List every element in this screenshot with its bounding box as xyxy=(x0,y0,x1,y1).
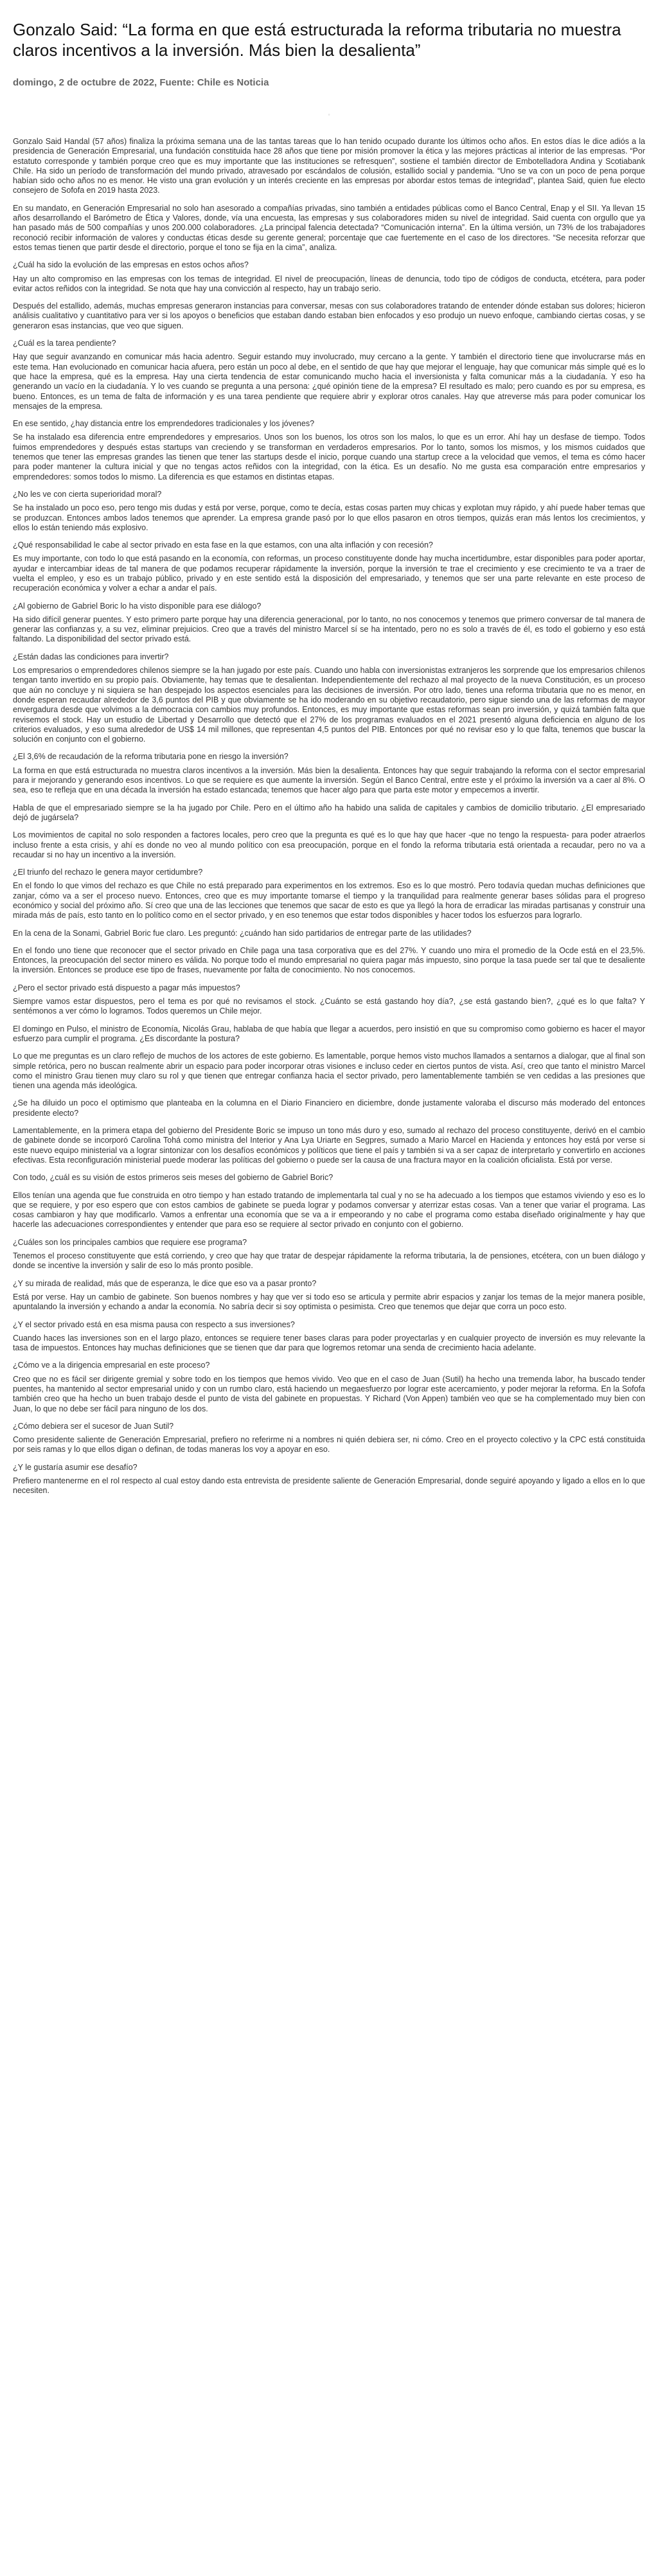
interview-question: ¿Y su mirada de realidad, más que de esperanza, le dice que eso va a pasar pronto? xyxy=(13,1278,317,1288)
interview-question: ¿No les ve con cierta superioridad moral? xyxy=(13,489,162,499)
interview-question: ¿Qué responsabilidad le cabe al sector privado en esta fase en la que estamos, con una alta inflación y con recesión? xyxy=(13,541,433,550)
interview-question: En ese sentido, ¿hay distancia entre los emprendedores tradicionales y los jóvenes? xyxy=(13,419,315,429)
article-paragraph: Se ha instalado un poco eso, pero tengo mis dudas y está por verse, porque, como te decía, estas cosas parten muy chicas y explotan muy rápido, y ahí puede haber temas que se produzcan. Entonces ambos lados tenemos que aprender. La empresa grande pasó por lo que ellos pasaron en otros tiempos, quizás eran más lentos los crecimientos, y ellos lo están teniendo más explosivo. xyxy=(13,503,645,532)
article-paragraph: En su mandato, en Generación Empresarial no solo han asesorado a compañías privadas, sino también a entidades públicas como el Banco Central, Enap y el SII. Ya llevan 15 años desarrollando el Barómetro de Ética y Valores, donde, vía una encuesta, las empresas y sus colaboradores miden su nivel de integridad. Said cuenta con orgullo que ya han pasado más de 500 compañías y unos 200.000 colaboradores. ¿La principal falencia detectada? “Comunicación interna”. En la última versión, un 73% de los trabajadores reconoció recibir información de valores y conductas éticas desde su gerente general; porcentaje que cae fuertemente en el caso de los directores. “Se necesita reforzar que estos temas tienen que partir desde el directorio, porque el tono se fija en la cima”, analiza. xyxy=(13,203,645,252)
article-paragraph: Los empresarios o emprendedores chilenos siempre se la han jugado por este país. Cuando uno habla con inversionistas extranjeros les sorprende que los empresarios chilenos tengan tanto invertido en su propio país. Obviamente, hay temas que te desalientan. Independientemente del rechazo al mal proyecto de la nueva Constitución, es un proceso que aún no concluye y ni siquiera se han despejado los aspectos esenciales para las decisiones de inversión. Por otro lado, tienes una reforma tributaria que no es menor, en donde esperan recaudar alrededor de 3,6 puntos del PIB y que obviamente se ha ido moderando en su objetivo recaudatorio, pero sigue siendo una de las reformas de mayor envergadura desde que volvimos a la democracia con cambios muy profundos. Entonces, es muy importante que estas reformas sean pro inversión, y quizá también falta que revisemos el stock. Hay un estudio de Libertad y Desarrollo que detectó que el 27% de los programas evaluados en el 2021 presentó alguna deficiencia en alguno de los criterios evaluados, y eso suma alrededor de US$ 14 mil millones, que representan 4,5 puntos del PIB. Entonces por qué no revisar eso y lo que falta, tenemos que buscar la solución en conjunto con el gobierno. xyxy=(13,666,645,744)
article-paragraph: En el fondo uno tiene que reconocer que el sector privado en Chile paga una tasa corporativa que es del 27%. Y cuando uno mira el promedio de la Ocde está en el 23,5%. Entonces, la preocupación del sector minero es válida. No porque todo el mundo empresarial no quiera pagar más impuesto, sino porque la tasa puede ser tal que te desaliente la inversión. Entonces se produce ese tipo de frases, nuevamente por falta de conocimiento. No nos conocemos. xyxy=(13,945,645,975)
interview-question: ¿El triunfo del rechazo le genera mayor certidumbre? xyxy=(13,868,203,877)
interview-question: ¿El 3,6% de recaudación de la reforma tributaria pone en riesgo la inversión? xyxy=(13,752,289,762)
broken-image-icon: ▫ xyxy=(328,112,330,118)
article-title: Gonzalo Said: “La forma en que está estructurada la reforma tributaria no muestra claros incentivos a la inversión. Más bien la desalienta” xyxy=(13,20,621,60)
interview-question: ¿Cuáles son los principales cambios que requiere ese programa? xyxy=(13,1237,247,1247)
article-paragraph: Lamentablemente, en la primera etapa del gobierno del Presidente Boric se impuso un tono más duro y eso, sumado al rechazo del proceso constituyente, derivó en el cambio de gabinete donde se incorporó Carolina Tohá como ministra del Interior y Ana Lya Uriarte en Segpres, sumado a Mario Marcel en Hacienda y entonces hoy está por verse si este nuevo equipo ministerial va a lograr sintonizar con los desafíos económicos y políticos que tiene el país y también si va a ser capaz de interpretarlo y convertirlo en acciones efectivas. Esta reconfiguración ministerial puede moderar las políticas del gobierno o puede ser la causa de una fractura mayor en la coalición oficialista. Está por verse. xyxy=(13,1126,645,1165)
article-paragraph: Después del estallido, además, muchas empresas generaron instancias para conversar, mesas con sus colaboradores tratando de entender dónde estaban sus dolores; hicieron análisis cualitativo y cuantitativo para ver si los apoyos o beneficios que estaban dando estaban bien enfocados y eso produjo un nuevo enfoque, cambiando ciertas cosas, y se generaron esas instancias, que veo que siguen. xyxy=(13,301,645,330)
article-paragraph: Lo que me preguntas es un claro reflejo de muchos de los actores de este gobierno. Es lamentable, porque hemos visto muchos llamados a sentarnos a dialogar, que al final son simple retórica, pero no buscan realmente abrir un espacio para poder incorporar otras visiones e incluso ceder en ciertos puntos de vista. Así, creo que tanto el ministro Marcel como el ministro Grau tienen muy claro su rol y que tienen que entregar confianza hacia el sector privado, pero lamentablemente también se ven cedidas a las presiones que tienen una agenda más ideológica. xyxy=(13,1051,645,1091)
article-paragraph: Habla de que el empresariado siempre se la ha jugado por Chile. Pero en el último año ha habido una salida de capitales y cambios de domicilio tributario. ¿El empresariado dejó de jugársela? xyxy=(13,803,645,822)
article-paragraph: La forma en que está estructurada no muestra claros incentivos a la inversión. Más bien la desalienta. Entonces hay que seguir trabajando la reforma con el sector empresarial para ir mejorando y generando esos incentivos. Lo que se requiere es que aumente la inversión. Según el Banco Central, entre este y el próximo la inversión va a caer al 8%. O sea, eso te refleja que en una década la inversión ha estado estancada; tenemos que hacer algo para que parta este motor y empecemos a invertir. xyxy=(13,765,645,795)
article-paragraph: Ha sido difícil generar puentes. Y esto primero parte porque hay una diferencia generacional, por lo tanto, no nos conocemos y tenemos que primero conversar de tal manera de generar las confianzas y, a su vez, eliminar prejuicios. Creo que a través del ministro Marcel sí se ha intentado, pero no es solo a través de él, es todo el gobierno y eso está faltando. La disponibilidad del sector privado está. xyxy=(13,614,645,644)
article-paragraph: En el fondo lo que vimos del rechazo es que Chile no está preparado para experimentos en los extremos. Eso es lo que mostró. Pero todavía quedan muchas definiciones que zanjar, cómo va a ser el proceso nuevo. Entonces, creo que es muy importante tomarse el tiempo y la tranquilidad para realmente generar bases sólidas para el progreso económico y social del próximo año. Sí creo que una de las lecciones que tenemos que sacar de esto es que ya llegó la hora de erradicar las miradas partisanas y construir una mirada más de país, esto tanto en lo político como en el sector privado, y en eso tenemos que estar todos disponibles y hacer todos los esfuerzos para lograrlo. xyxy=(13,881,645,920)
article-paragraph: Hay un alto compromiso en las empresas con los temas de integridad. El nivel de preocupación, líneas de denuncia, todo tipo de códigos de conducta, etcétera, para poder evitar actos reñidos con la integridad. Se nota que hay una convicción al respecto, hay un trabajo serio. xyxy=(13,274,645,293)
article-paragraph: Los movimientos de capital no solo responden a factores locales, pero creo que la pregunta es qué es lo que hay que hacer -que no tengo la respuesta- para poder atraerlos incluso frente a esta crisis, y ahí es donde no veo al mundo político con esa preocupación, porque en el fondo la reforma tributaria está orientada a recaudar, pero no va a recaudar si no hay un incentivo a la inversión. xyxy=(13,830,645,859)
article-body xyxy=(13,137,645,1496)
article-paragraph: Tenemos el proceso constituyente que está corriendo, y creo que hay que tratar de despejar rápidamente la reforma tributaria, la de pensiones, etcétera, con un buen diálogo y donde se incentive la inversión y salir de eso lo más pronto posible. xyxy=(13,1251,645,1271)
article-paragraph: ¿Se ha diluido un poco el optimismo que planteaba en la columna en el Diario Financiero en diciembre, donde justamente valoraba el discurso más moderado del entonces presidente electo? xyxy=(13,1098,645,1118)
article-paragraph: Siempre vamos estar dispuestos, pero el tema es por qué no revisamos el stock. ¿Cuánto se está gastando hoy día?, ¿se está gastando bien?, ¿qué es lo que falta? Y sentémonos a ver cómo lo logramos. Todos queremos un Chile mejor. xyxy=(13,997,645,1016)
interview-question: ¿Cómo debiera ser el sucesor de Juan Sutil? xyxy=(13,1421,174,1431)
interview-question: ¿Cómo ve a la dirigencia empresarial en este proceso? xyxy=(13,1361,210,1370)
article-paragraph: Se ha instalado esa diferencia entre emprendedores y empresarios. Unos son los buenos, los otros son los malos, lo que es un error. Ahí hay un desfase de tiempo. Todos fuimos emprendedores y después estas startups van creciendo y se transforman en verdaderos empresarios. Por lo tanto, somos los mismos, y los mismos cuidados que tenemos que tener las empresas grandes las tienen que tener las startups desde el inicio, porque cuando una startup crece a la velocidad que vemos, el tema es cómo hacer para poder mantener la cultura inicial y que no tengas actos reñidos con la integridad, con la ética. Es un desafío. No me gusta esa comparación entre empresarios y emprendedores: somos todos lo mismo. La diferencia es que estamos en distintas etapas. xyxy=(13,433,645,481)
article-paragraph: Prefiero mantenerme en el rol respecto al cual estoy dando esta entrevista de presidente saliente de Generación Empresarial, donde seguiré apoyando y ligado a ellos en lo que necesiten. xyxy=(13,1476,645,1496)
article-paragraph: En la cena de la Sonami, Gabriel Boric fue claro. Les preguntó: ¿cuándo han sido partidarios de entregar parte de las utilidades? xyxy=(13,928,472,938)
article-paragraph: Creo que no es fácil ser dirigente gremial y sobre todo en los tiempos que hemos vivido. Veo que en el caso de Juan (Sutil) ha hecho una tremenda labor, ha buscado tender puentes, ha mantenido al sector empresarial unido y con un rumbo claro, está haciendo un megaesfuerzo por lograr este acercamiento, y poder mejorar la reforma. En la Sofofa también creo que ha hecho un buen trabajo desde el punto de vista del gabinete en propuestas. Y Richard (Von Appen) también veo que se ha complementado muy bien con Juan, lo que no debe ser fácil para ninguno de los dos. xyxy=(13,1374,645,1413)
article-paragraph: El domingo en Pulso, el ministro de Economía, Nicolás Grau, hablaba de que había que llegar a acuerdos, pero insistió en que su compromiso como gobierno es hacer el mayor esfuerzo para cumplir el programa. ¿Es discordante la postura? xyxy=(13,1024,645,1043)
interview-question: ¿Y el sector privado está en esa misma pausa con respecto a sus inversiones? xyxy=(13,1319,295,1329)
interview-question: ¿Están dadas las condiciones para invertir? xyxy=(13,652,169,661)
article-paragraph: Es muy importante, con todo lo que está pasando en la economía, con reformas, un proceso constituyente donde hay mucha incertidumbre, estar disponibles para poder aportar, ayudar e intercambiar ideas de tal manera de que podamos recuperar rápidamente la inversión, porque la inversión te trae el crecimiento y ese crecimiento te va a traer de vuelta el empleo, y eso es un trabajo público, privado y en este sentido está la disposición del empresariado, y tenemos que ser una parte relevante en este proceso de recuperación económica y volver a echar a andar el país. xyxy=(13,554,645,593)
interview-question: ¿Al gobierno de Gabriel Boric lo ha visto disponible para ese diálogo? xyxy=(13,601,262,611)
article-paragraph: Hay que seguir avanzando en comunicar más hacia adentro. Seguir estando muy involucrado, muy cercano a la gente. Y también el directorio tiene que involucrarse más en este tema. Han evolucionado en comunicar hacia afuera, pero están un poco al debe, en el sentido de que hay que mejorar el lenguaje, hay que comunicar más simple qué es lo que hace la empresa, qué es la empresa. Hay una cierta tendencia de estar comunicando mucho hacia el inversionista y falta comunicar más a la ciudadanía. Y eso ha generando un vacío en la ciudadanía. Y lo ves cuando se pregunta a una persona: ¿qué opinión tiene de la empresa? El resultado es malo; pero cuando es por su empresa, es bueno. Entonces, es un tema de falta de información y es una tarea pendiente que requiere abrir y explorar otros canales. Hay que atreverse más para poder comunicar los mensajes de la empresa. xyxy=(13,352,645,411)
article-paragraph: Con todo, ¿cuál es su visión de estos primeros seis meses del gobierno de Gabriel Boric? xyxy=(13,1173,333,1183)
article-paragraph: Ellos tenían una agenda que fue construida en otro tiempo y han estado tratando de implementarla tal cual y no se ha adecuado a los tiempos que estamos viviendo y eso es lo que se requiere, y por eso espero que con estos cambios de gabinete se pueda lograr y podamos conversar y aterrizar estas cosas. Van a tener que variar el programa. Las cosas cambiaron y hay que modificarlo. Vamos a enfrentar una economía que se va a ir empeorando y no cabe el programa como estaba diseñado originalmente y hay que hacerle las adecuaciones correspondientes y entender que para eso se requiere al sector privado en conjunto con el gobierno. xyxy=(13,1190,645,1230)
article-paragraph: Como presidente saliente de Generación Empresarial, prefiero no referirme ni a nombres ni quién debiera ser, ni cómo. Creo en el proyecto colectivo y la CPC está constituida por seis ramas y lo que ellos digan o definan, de todas maneras los voy a apoyar en eso. xyxy=(13,1435,645,1454)
article-paragraph: Está por verse. Hay un cambio de gabinete. Son buenos nombres y hay que ver si todo eso se articula y permite abrir espacios y zanjar los temas de la mejor manera posible, apuntalando la inversión y echando a andar la economía. No sabría decir si soy optimista o pesimista. Creo que tenemos que dejar que corra un poco esto. xyxy=(13,1292,645,1312)
article-paragraph: Gonzalo Said Handal (57 años) finaliza la próxima semana una de las tantas tareas que lo han tenido ocupado durante los últimos ocho años. En estos días le dice adiós a la presidencia de Generación Empresarial, una fundación constituida hace 28 años que tiene por misión promover la ética y las mejores prácticas al interior de las empresas. “Por estatuto corresponde y también porque creo que es muy importante que las instituciones se refresquen”, sostiene el también director de Embotelladora Andina y Scotiabank Chile. Ha sido un período de transformación del mundo privado, atravesado por escándalos de colusión, estallido social y pandemia. “Uno se va con un poco de pena porque habían sido ocho años no es menor. He visto una gran evolución y un interés creciente en las empresas por abordar estos temas de integridad”, plantea Said, quien fue electo consejero de Sofofa en 2019 hasta 2023. xyxy=(13,137,645,195)
interview-question: ¿Pero el sector privado está dispuesto a pagar más impuestos? xyxy=(13,983,240,992)
article-paragraph: Cuando haces las inversiones son en el largo plazo, entonces se requiere tener bases claras para poder proyectarlas y en cualquier proyecto de inversión es muy relevante la tasa de impuestos. Entonces hay muchas definiciones que se tienen que dar para que logremos retomar una senda de crecimiento hacia adelante. xyxy=(13,1333,645,1353)
article-dateline: domingo, 2 de octubre de 2022, Fuente: Chile es Noticia xyxy=(13,77,269,88)
interview-question: ¿Y le gustaría asumir ese desafío? xyxy=(13,1462,138,1472)
interview-question: ¿Cuál ha sido la evolución de las empresas en estos ochos años? xyxy=(13,260,249,270)
interview-question: ¿Cuál es la tarea pendiente? xyxy=(13,339,116,348)
